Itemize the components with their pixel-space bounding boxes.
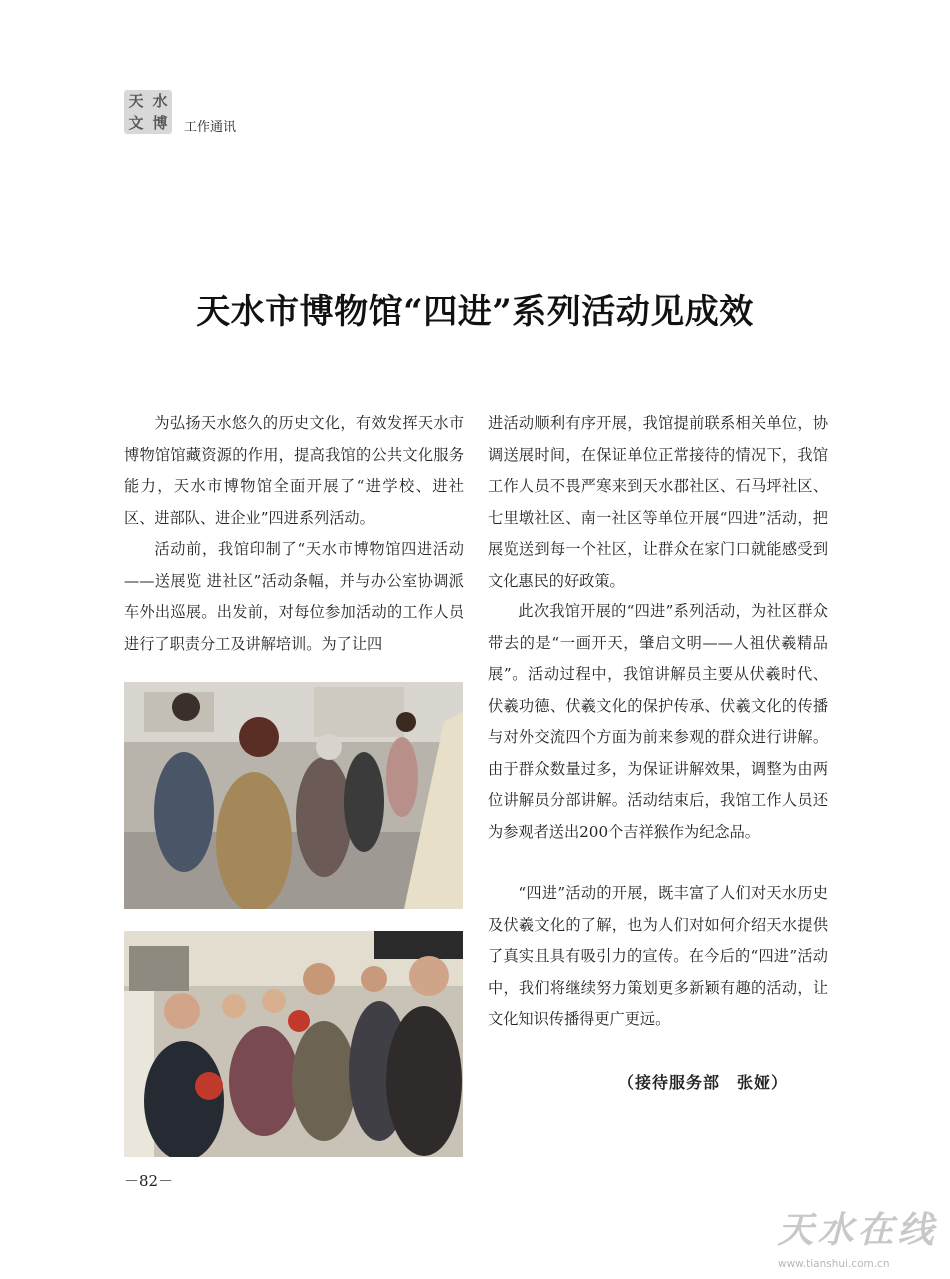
section-label: 工作通讯 xyxy=(184,120,237,135)
site-watermark xyxy=(770,1200,945,1275)
activity-photo-2 xyxy=(124,931,463,1157)
watermark-logo-text: 天水在线 xyxy=(777,1209,938,1251)
body-paragraph: 为弘扬天水悠久的历史文化，有效发挥天水市博物馆馆藏资源的作用，提高我馆的公共文化服务能力，天水市博物馆全面开展了“进学校、进社区、进部队、进企业”四进系列活动。 xyxy=(124,414,464,527)
author-signature: （接待服务部 张娅） xyxy=(618,1073,789,1092)
body-paragraph: “四进”活动的开展，既丰富了人们对天水历史及伏羲文化的了解，也为人们对如何介绍天水提供了真实且具有吸引力的宣传。在今后的“四进”活动中，我们将继续努力策划更多新颖有趣的活动，让文化知识传播得更广更远。 xyxy=(488,884,828,1028)
logo-char: 博 xyxy=(152,113,168,132)
body-paragraph: 进活动顺利有序开展，我馆提前联系相关单位，协调送展时间，在保证单位正常接待的情况下，我馆工作人员不畏严寒来到天水郡社区、石马坪社区、七里墩社区、南一社区等单位开展“四进”活动，把展览送到每一个社区，让群众在家门口就能感受到文化惠民的好政策。 xyxy=(488,414,828,590)
article-title: 天水市博物馆“四进”系列活动见成效 xyxy=(196,292,754,332)
activity-photo-1 xyxy=(124,682,463,909)
watermark-url: www.tianshui.com.cn xyxy=(778,1258,890,1270)
magazine-logo xyxy=(124,90,172,134)
logo-char: 水 xyxy=(152,91,168,110)
logo-char: 文 xyxy=(128,113,144,132)
body-paragraph: 活动前，我馆印制了“天水市博物馆四进活动——送展览 进社区”活动条幅，并与办公室协调派车外出巡展。出发前，对每位参加活动的工作人员进行了职责分工及讲解培训。为了让四 xyxy=(124,540,464,653)
page-number: －82－ xyxy=(124,1172,174,1190)
logo-char: 天 xyxy=(128,91,144,110)
body-paragraph: 此次我馆开展的“四进”系列活动，为社区群众带去的是“一画开天，肇启文明——人祖伏羲精品展”。活动过程中，我馆讲解员主要从伏羲时代、伏羲功德、伏羲文化的保护传承、伏羲文化的传播与对外交流四个方面为前来参观的群众进行讲解。由于群众数量过多，为保证讲解效果，调整为由两位讲解员分部讲解。活动结束后，我馆工作人员还为参观者送出200个吉祥猴作为纪念品。 xyxy=(488,602,828,841)
